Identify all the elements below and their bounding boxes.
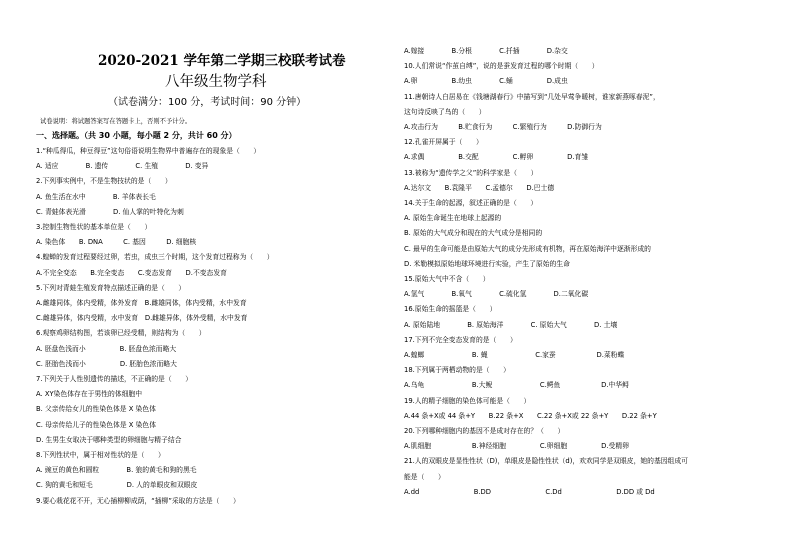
question-line: 12.孔雀开屏属于（ ） — [404, 138, 483, 147]
question-line: A.44 条+X或 44 条+Y B.22 条+X C.22 条+X或 22 条+Y D.22 条+Y — [404, 411, 657, 420]
question-line: A. 豌豆的黄色和圆粒 B. 狼的黄毛和狗的黑毛 — [36, 466, 197, 475]
question-line: A.求偶 B.交配 C.孵卵 D.育雏 — [404, 153, 589, 162]
question-line: A. XY染色体存在于男性的体细胞中 — [36, 390, 143, 399]
subject-title: 八年级生物学科 — [165, 74, 267, 90]
question-line: B. 原始的大气成分和现在的大气成分是相同的 — [404, 229, 543, 238]
question-line: A.达尔文 B.袁隆平 C.孟德尔 D.巴士德 — [404, 183, 555, 192]
question-line: C. 胚胎色浅而小 D. 胚胎色浓而略大 — [36, 359, 177, 368]
question-line: 8.下列性状中，属于相对性状的是（ ） — [36, 451, 165, 459]
question-line: 2.下列事实例中，不是生物技状的是（ ） — [36, 177, 172, 186]
exam-info: （试卷满分：100 分，考试时间：90 分钟） — [108, 97, 307, 108]
question-line: A.dd B.DD C.Dd D.DD 或 Dd — [404, 487, 655, 496]
question-line: A.嫁接 B.分根 C.扦插 D.杂交 — [404, 47, 568, 55]
question-line: C. 母亲传给儿子的性染色体是 X 染色体 — [36, 420, 156, 429]
question-line: 6.观察鸡卵结构图，若该卵已经受精，则结构为（ ） — [36, 329, 206, 338]
question-line: 5.下列对青蛙生殖发育特点描述正确的是（ ） — [36, 283, 186, 292]
question-line: D. 生男生女取决于哪种类型的卵细胞与精子结合 — [36, 435, 182, 444]
question-line: 16.原始生命的摇篮是（ ） — [404, 305, 497, 314]
question-line: B. 父亲传给女儿的性染色体是 X 染色体 — [36, 405, 156, 414]
question-line: A. 鱼生活在水中 B. 羊体表长毛 — [36, 192, 156, 201]
question-line: 9.要心栽花花不开，无心插柳柳成荫，“插柳”采取的方法是（ ） — [36, 496, 240, 505]
question-line: 10.人们常说“作茧自缚”，说的是蚕发育过程的哪个时期（ ） — [404, 62, 599, 71]
question-line: A. 胚盘色浅而小 B. 胚盘色浓而略大 — [36, 344, 177, 353]
question-line: 15.原始大气中不含（ ） — [404, 275, 490, 283]
question-line: 20.下列哪种细胞内的基因不是成对存在的？（ ） — [404, 427, 565, 435]
question-line: A.乌龟 B.大鲵 C.鳄鱼 D.中华鲟 — [404, 381, 629, 390]
question-line: 1.“种瓜得瓜，种豆得豆”这句俗语说明生物界中普遍存在的现象是（ ） — [36, 147, 261, 155]
question-line: 7.下列关于人性别遗传的描述，不正确的是（ ） — [36, 375, 193, 383]
question-line: 4.蝗蝉的发育过程要经过卵，若虫，成虫三个时期，这个发育过程称为（ ） — [36, 253, 274, 262]
question-line: D. 米勒模拟原始地球环境进行实验，产生了原始的生命 — [404, 259, 570, 268]
question-line: A. 原始生命诞生在地球上起源的 — [404, 214, 502, 223]
question-line: A.肌细胞 B.神经细胞 C.卵细胞 D.受精卵 — [404, 442, 629, 451]
question-line: A. 适应 B. 遗传 C. 生殖 D. 变异 — [36, 162, 209, 171]
question-line: 能是（ ） — [404, 472, 445, 481]
section-heading: 一、选择题。（共 30 小题，每小题 2 分，共计 60 分） — [36, 131, 237, 140]
exam-note: 试卷说明：将试题答案写在答题卡上，否则不予计分。 — [40, 118, 192, 125]
question-line: 13.被称为“遗传学之父”的科学家是（ ） — [404, 168, 538, 177]
question-line: C.雌雄异体，体内受精，水中发育 D.雌雄异体，体外受精，水中发育 — [36, 314, 248, 323]
question-line: A.蝗螂 B. 蝇 C.家蚕 D.菜粉蝶 — [404, 351, 625, 359]
question-line: 18.下列属于两栖动物的是（ ） — [404, 366, 510, 375]
question-line: 11.唐朝诗人白居易在《钱塘湖春行》中描写到“几处早莺争暖树，谁家新燕啄春泥”， — [404, 92, 660, 101]
question-line: A.不完全变态 B.完全变态 C.变态发育 D.不变态发育 — [36, 268, 227, 277]
question-line: C. 狗的黄毛和短毛 D. 人的单眼皮和双眼皮 — [36, 481, 198, 490]
question-line: 19.人的精子细胞的染色体可能是（ ） — [404, 396, 531, 405]
question-line: C. 青蛙体表光滑 D. 仙人掌的叶特化为刺 — [36, 207, 184, 216]
question-line: A.攻击行为 B.贮食行为 C.繁殖行为 D.防御行为 — [404, 123, 602, 131]
question-line: 14.关于生命的起源，叙述正确的是（ ） — [404, 199, 538, 207]
question-line: 17.下列不完全变态发育的是（ ） — [404, 335, 517, 344]
question-line: 这句诗反映了鸟的（ ） — [404, 107, 486, 116]
question-line: A.雌雄同体，体内受精，体外发育 B.雌雄同体，体内受精，水中发育 — [36, 299, 247, 307]
exam-title: 2020-2021 学年第二学期三校联考试卷 — [98, 53, 346, 69]
question-line: A. 染色体 B. DNA C. 基因 D. 细胞核 — [36, 238, 197, 247]
question-line: A.卵 B.幼虫 C.蛹 D.成虫 — [404, 77, 568, 86]
question-line: 3.控制生物性状的基本单位是（ ） — [36, 223, 152, 231]
question-line: A. 原始陆地 B. 原始海洋 C. 原始大气 D. 土壤 — [404, 320, 618, 329]
question-line: A.氢气 B.氧气 C.硫化氢 D.二氧化碳 — [404, 290, 589, 299]
question-line: 21.人的双眼皮是显性性状（D)，单眼皮是隐性性状（d)，欢欢同学是双眼皮，她的基因组成可 — [404, 457, 688, 466]
question-line: C. 最早的生命可能是由原始大气的成分先形成有机物，再在原始海洋中逐渐形成的 — [404, 244, 651, 253]
